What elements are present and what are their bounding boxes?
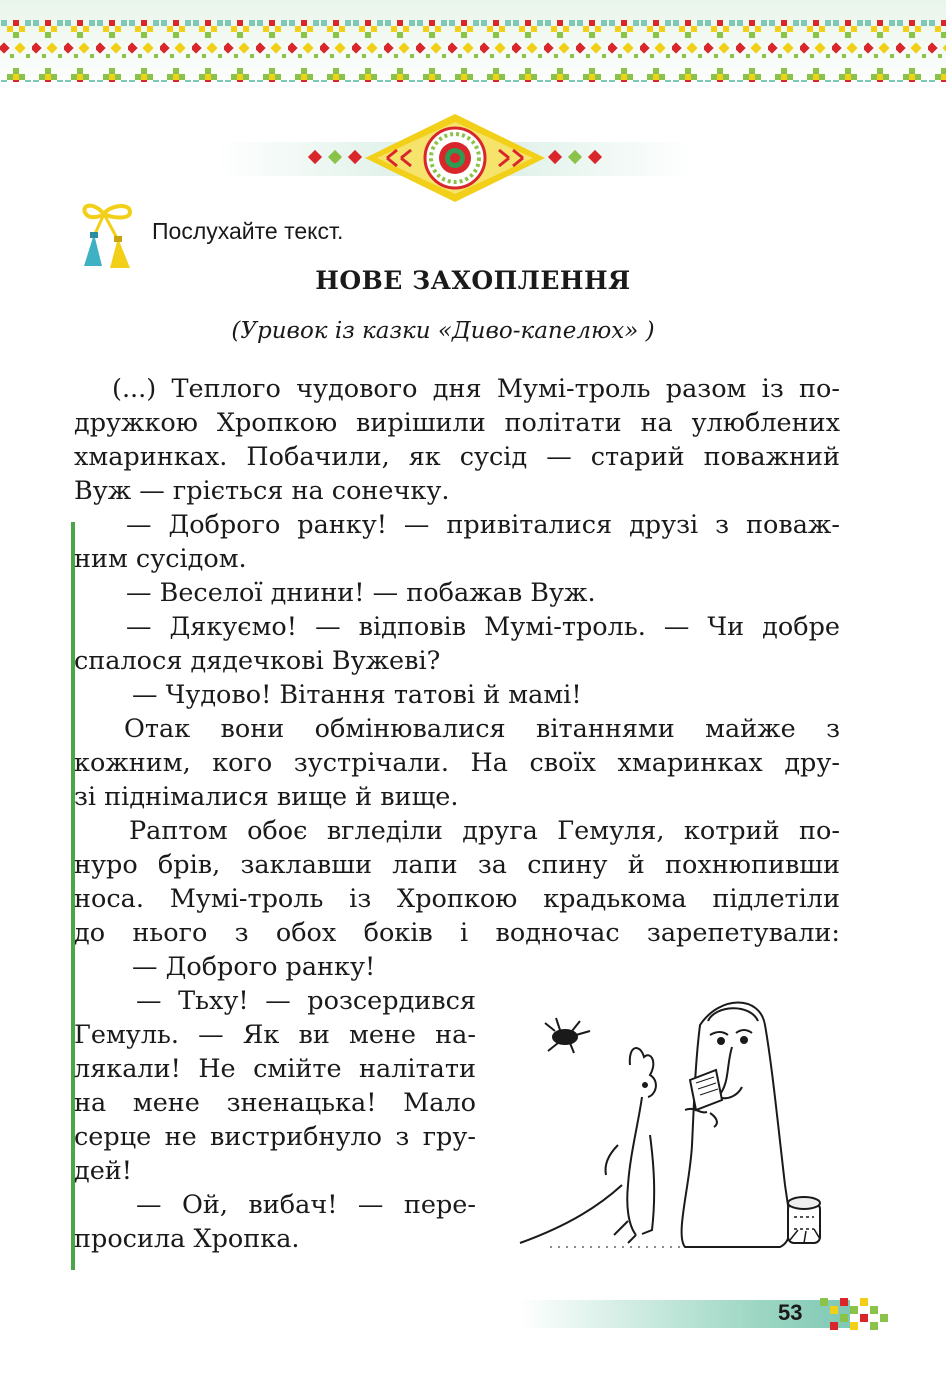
- text-line: — Дякуємо! — відповів Мумі-троль. — Чи добре: [126, 612, 840, 642]
- text-line: серце не вистрибнуло з гру-: [74, 1122, 476, 1152]
- text-line: — Ой, вибач! — пере-: [136, 1190, 476, 1220]
- page-footer-band: [520, 1294, 940, 1334]
- text-line: на мене зненацька! Мало: [74, 1088, 476, 1118]
- text-line: носа. Мумі-троль із Хропкою крадькома підлетіли: [74, 884, 840, 914]
- central-ornament: [215, 112, 695, 204]
- text-line: зі піднімалися вище й вище.: [74, 782, 459, 812]
- text-line: хмаринках. Побачили, як сусід — старий поважний: [74, 442, 840, 472]
- text-line: лякали! Не смійте налітати: [74, 1054, 476, 1084]
- text-subtitle: (Уривок із казки «Диво-капелюх» ): [231, 318, 655, 344]
- text-line: (...) Теплого чудового дня Мумі-троль разом із по-: [112, 374, 840, 404]
- page-number: 53: [778, 1300, 803, 1325]
- text-line: нуро брів, заклавши лапи за спину й похнюпивши: [74, 850, 840, 880]
- text-line: — Доброго ранку! — привіталися друзі з поваж-: [126, 510, 840, 540]
- moomin-illustration: [510, 985, 840, 1255]
- text-line: спалося дядечкові Вужеві?: [74, 646, 441, 676]
- instruction-label: Послухайте текст.: [152, 218, 344, 244]
- text-line: — Доброго ранку!: [132, 952, 376, 982]
- text-line: Отак вони обмінювалися вітаннями майже з: [124, 714, 840, 744]
- text-line: Гемуль. — Як ви мене на-: [74, 1020, 476, 1050]
- insect-icon: [545, 1018, 590, 1053]
- ribbon-tassel-icon: [72, 200, 142, 272]
- text-line: дей!: [74, 1156, 133, 1186]
- text-line: Вуж — гріється на сонечку.: [74, 476, 450, 506]
- text-line: кожним, кого зустрічали. На своїх хмаринках дру-: [74, 748, 840, 778]
- text-line: просила Хропка.: [74, 1224, 300, 1254]
- embroidery-border: [0, 0, 946, 92]
- text-line: — Веселої днини! — побажав Вуж.: [126, 578, 596, 608]
- text-line: до нього з обох боків і водночас зарепетували:: [74, 918, 840, 948]
- text-line: ним сусідом.: [74, 544, 247, 574]
- text-title: НОВЕ ЗАХОПЛЕННЯ: [315, 266, 631, 295]
- text-line: Раптом обоє вгледіли друга Гемуля, котрий по-: [129, 816, 840, 846]
- text-line: — Чудово! Вітання татові й мамі!: [132, 680, 582, 710]
- text-line: — Тьху! — розсердився: [136, 986, 476, 1016]
- text-line: дружкою Хропкою вирішили політати на улюблених: [74, 408, 840, 438]
